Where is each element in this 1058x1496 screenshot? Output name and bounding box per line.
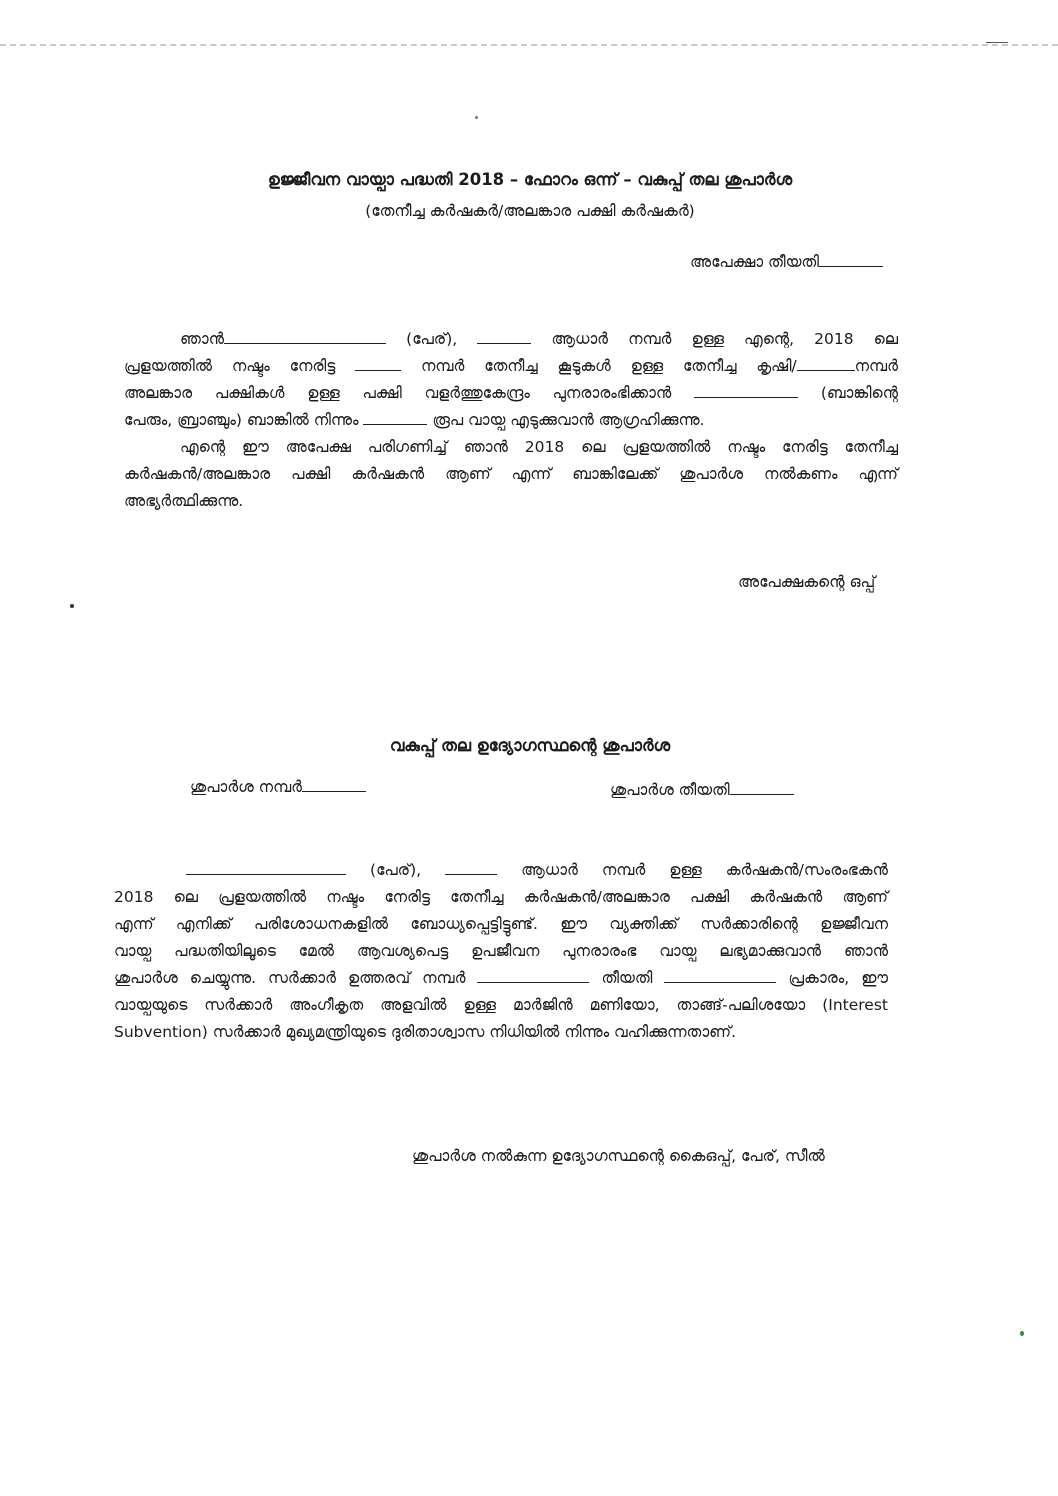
officer-recommendation xyxy=(114,857,888,1046)
officer-line-6: വായ്പയുടെ സർക്കാർ അംഗീകൃത അളവിൽ ഉള്ള മാർജിൻ മണിയോ, താങ്ങ്-പലിശയോ (Interest xyxy=(114,996,888,1014)
applicant-declaration xyxy=(124,326,898,515)
beehive-count-blank[interactable] xyxy=(355,354,401,371)
applicant-line-4: പേരും, ബ്രാഞ്ചും) ബാങ്കിൽ നിന്നും രൂപ വായ്പ എടുക്കുവാൻ ആഗ്രഹിക്കുന്നു. xyxy=(124,407,898,434)
officer-line-2: 2018 ലെ പ്രളയത്തിൽ നഷ്ടം നേരിട്ട തേനീച്ച കർഷകൻ/അലങ്കാര പക്ഷി കർഷകൻ ആണ് xyxy=(114,888,888,906)
farmer-aadhaar-blank[interactable] xyxy=(445,858,497,875)
govt-order-date-blank[interactable] xyxy=(664,966,776,983)
applicant-para2-line-1: എന്റെ ഈ അപേക്ഷ പരിഗണിച്ച് ഞാൻ 2018 ലെ പ്രളയത്തിൽ നഷ്ടം നേരിട്ട തേനീച്ച xyxy=(180,438,898,456)
applicant-name-blank[interactable] xyxy=(224,327,386,344)
form-title: ഉജ്ജീവന വായ്പാ പദ്ധതി 2018 – ഫോറം ഒന്ന് – വകുപ്പ് തല ശുപാർശ xyxy=(267,170,793,189)
loan-amount-blank[interactable] xyxy=(363,408,427,425)
speck xyxy=(70,604,74,608)
rec-number-label: ശുപാർശ നമ്പർ xyxy=(190,778,302,796)
bank-name-blank[interactable] xyxy=(694,381,798,398)
speck xyxy=(1020,1331,1024,1336)
officer-heading: വകുപ്പ് തല ഉദ്യോഗസ്ഥന്റെ ശുപാർശ xyxy=(389,736,671,755)
applicant-line-2: പ്രളയത്തിൽ നഷ്ടം നേരിട്ട നമ്പർ തേനീച്ച കൂടുകൾ ഉള്ള തേനീച്ച കൃഷി/ നമ്പർ xyxy=(124,353,898,380)
recommendation-number xyxy=(190,775,366,797)
application-date-label: അപേക്ഷാ തീയതി xyxy=(690,253,819,271)
aadhaar-number-blank[interactable] xyxy=(477,327,531,344)
scan-edge xyxy=(0,44,1058,46)
scan-mark xyxy=(986,42,1008,43)
applicant-para2-line-2: കർഷകൻ/അലങ്കാര പക്ഷി കർഷകൻ ആണ് എന്ന് ബാങ്കിലേക്ക് ശുപാർശ നൽകണം എന്ന് xyxy=(124,465,898,483)
form-subtitle: (തേനീച്ച കർഷകർ/അലങ്കാര പക്ഷി കർഷകർ) xyxy=(365,202,695,220)
applicant-para2-line-3: അഭ്യർത്ഥിക്കുന്നു. xyxy=(124,492,244,510)
rec-number-blank[interactable] xyxy=(302,775,366,792)
speck xyxy=(475,116,478,119)
govt-order-number-blank[interactable] xyxy=(477,966,589,983)
applicant-signature-label: അപേക്ഷകന്റെ ഒപ്പ് xyxy=(738,573,876,591)
rec-date-blank[interactable] xyxy=(730,778,794,795)
officer-line-4: വായ്പ പദ്ധതിയിലൂടെ മേൽ ആവശ്യപെട്ട ഉപജീവന പുനരാരംഭ വായ്പ ലഭ്യമാക്കുവാൻ ഞാൻ xyxy=(114,942,888,960)
officer-line-7: Subvention) സർക്കാർ മുഖ്യമന്ത്രിയുടെ ദുരിതാശ്വാസ നിധിയിൽ നിന്നും വഹിക്കുന്നതാണ്. xyxy=(114,1023,737,1041)
officer-signature-label: ശുപാർശ നൽകുന്ന ഉദ്യോഗസ്ഥന്റെ കൈഒപ്പ്, പേര്, സീൽ xyxy=(412,1147,825,1165)
officer-line-5: ശുപാർശ ചെയ്യുന്നു. സർക്കാർ ഉത്തരവ് നമ്പർ തീയതി പ്രകാരം, ഈ xyxy=(114,965,888,992)
application-date xyxy=(690,250,883,272)
application-date-blank[interactable] xyxy=(819,250,883,267)
applicant-line-1: ഞാൻ (പേര്), ആധാർ നമ്പർ ഉള്ള എന്റെ, 2018 ലെ xyxy=(124,326,898,353)
officer-line-1: (പേര്), ആധാർ നമ്പർ ഉള്ള കർഷകൻ/സംരംഭകൻ xyxy=(114,857,888,884)
rec-date-label: ശുപാർശ തീയതി xyxy=(610,781,730,799)
applicant-line-3: അലങ്കാര പക്ഷികൾ ഉള്ള പക്ഷി വളർത്തുകേന്ദ്രം പുനരാരംഭിക്കാൻ (ബാങ്കിന്റെ xyxy=(124,380,898,407)
officer-line-3: എന്ന് എനിക്ക് പരിശോധനകളിൽ ബോധ്യപ്പെട്ടിട്ടുണ്ട്. ഈ വ്യക്തിക്ക് സർക്കാരിന്റെ ഉജ്ജീവന xyxy=(114,915,888,933)
recommendation-date xyxy=(610,778,794,800)
farmer-name-blank[interactable] xyxy=(186,858,346,875)
bird-count-blank[interactable] xyxy=(797,354,855,371)
